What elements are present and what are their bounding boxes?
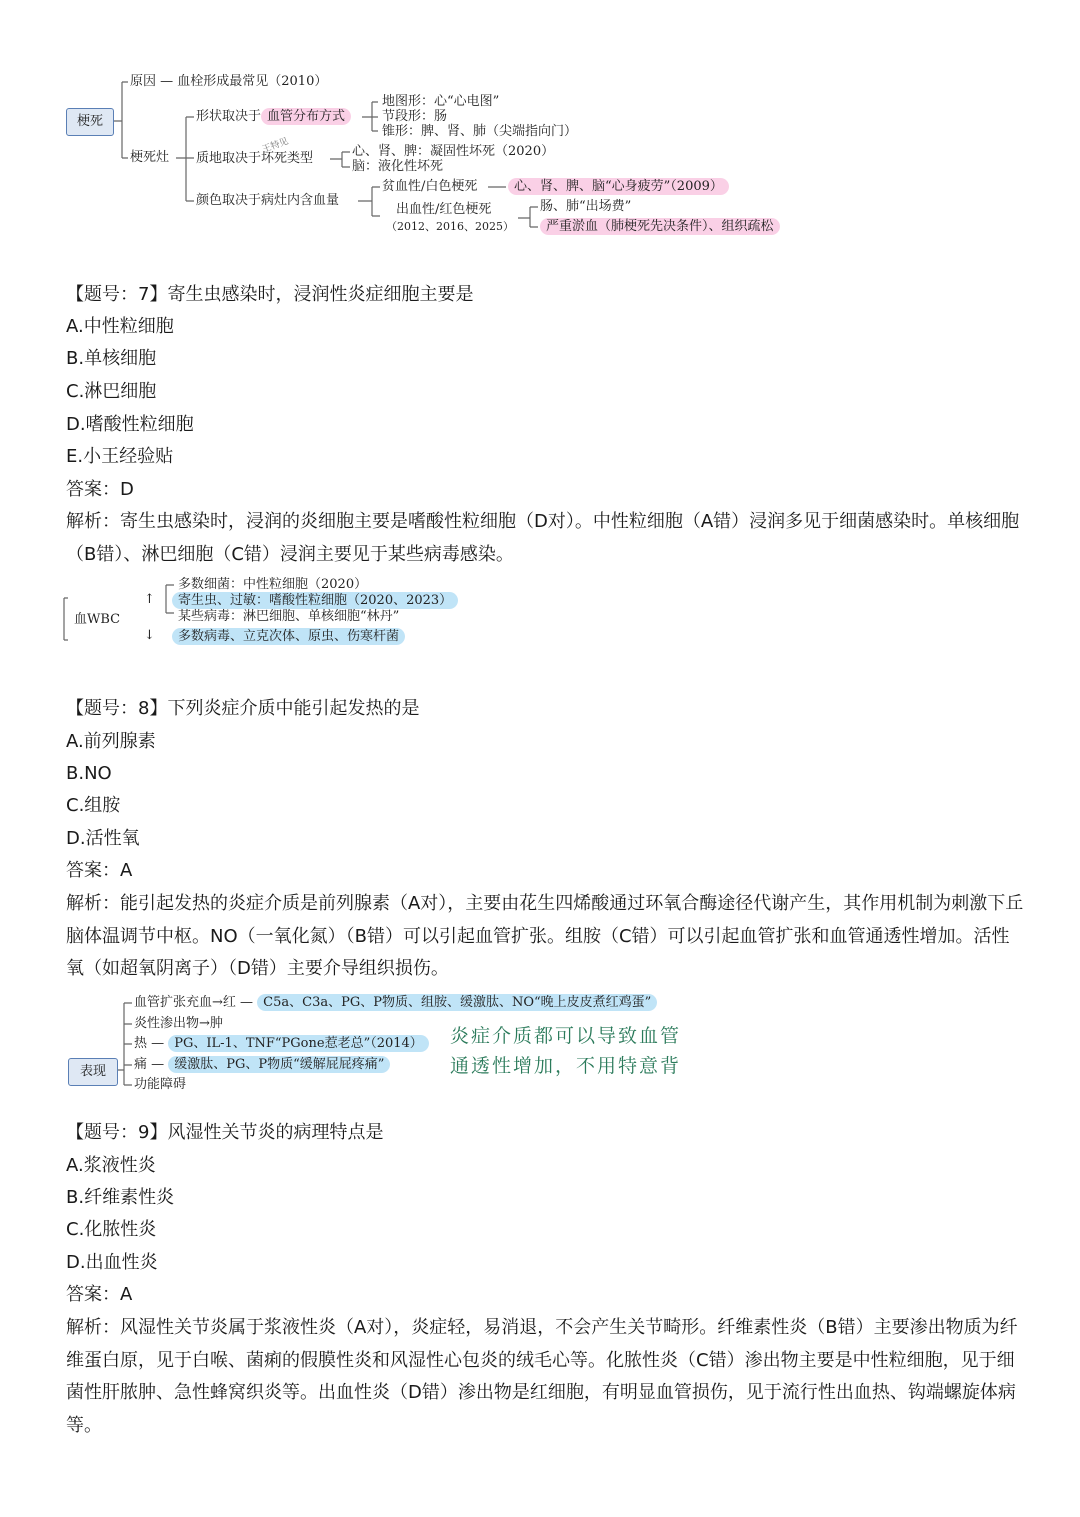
wbc-line-4-hl-text: 多数病毒、立克次体、原虫、伤寒杆菌	[172, 628, 405, 645]
infarct-shape-highlight: 血管分布方式	[261, 108, 351, 125]
q7-option-d: D.嗜酸性粒细胞	[66, 414, 194, 435]
infarct-color: 颜色取决于病灶内含血量	[196, 193, 340, 208]
infarct-texture-b: 脑：液化性坏死	[352, 159, 444, 174]
infarct-anemic: 贫血性/白色梗死	[382, 179, 478, 194]
signs-line-1-hl-text: C5a、C3a、PG、P物质、组胺、缓激肽、NO“晚上皮皮煮红鸡蛋”	[257, 994, 657, 1011]
signs-root-box: 表现	[68, 1058, 118, 1086]
signs-line-1	[134, 995, 657, 1011]
signs-line-4-hl-text: 缓激肽、PG、P物质“缓解屁屁疼痛”	[168, 1056, 390, 1073]
signs-line-5: 功能障碍	[134, 1077, 187, 1092]
infarct-handwritten-note: 王特见	[261, 136, 290, 156]
wbc-up-arrow: ↑	[144, 592, 155, 607]
signs-line-1-prefix: 血管扩张充血→红 —	[134, 995, 258, 1010]
wbc-line-1: 多数细菌：中性粒细胞（2020）	[178, 577, 368, 592]
q7-answer: 答案：D	[66, 479, 134, 500]
signs-line-3-hl-text: PG、IL-1、TNF“PGone惹老总”（2014）	[168, 1035, 429, 1052]
infarct-shape-c: 锥形：脾、肾、肺（尖端指向门）	[382, 124, 578, 139]
q7-option-e: E.小王经验贴	[66, 446, 174, 467]
q8-analysis: 解析：能引起发热的炎症介质是前列腺素（A对），主要由花生四烯酸通过环氧合酶途径代谢产生，其作用机制为刺激下丘脑体温调节中枢。NO（一氧化氮）（B错）可以引起血管扩张。组胺（C错）可以引起血管扩张和血管通透性增加。活性氧（如超氧阴离子）（D错）主要介导组织损伤。	[66, 893, 1024, 979]
infarct-root-box: 梗死	[66, 108, 114, 136]
q8-title: 【题号：8】下列炎症介质中能引起发热的是	[66, 698, 420, 719]
infarct-focus: 梗死灶	[130, 150, 170, 165]
signs-handwritten-note-2: 通透性增加，不用特意背	[450, 1055, 682, 1077]
q9-answer: 答案：A	[66, 1284, 133, 1305]
signs-line-4	[134, 1057, 390, 1073]
wbc-down-arrow: ↓	[144, 628, 155, 643]
infarct-shape-a: 地图形：心“心电图”	[382, 94, 500, 109]
q8-option-a: A.前列腺素	[66, 731, 156, 752]
q9-option-c: C.化脓性炎	[66, 1219, 157, 1240]
signs-handwritten-note-1: 炎症介质都可以导致血管	[450, 1025, 682, 1047]
q9-title: 【题号：9】风湿性关节炎的病理特点是	[66, 1122, 384, 1143]
wbc-line-2-hl-text: 寄生虫、过敏：嗜酸性粒细胞（2020、2023）	[172, 592, 458, 609]
infarct-texture: 质地取决于坏死类型	[196, 151, 314, 166]
infarct-hem-b-hl-text: 严重淤血（肺梗死先决条件）、组织疏松	[540, 218, 780, 235]
infarct-hemorrhagic-years: （2012、2016、2025）	[386, 220, 514, 233]
q9-analysis: 解析：风湿性关节炎属于浆液性炎（A对），炎症轻，易消退，不会产生关节畸形。纤维素性炎（B错）主要渗出物质为纤维蛋白原，见于白喉、菌痢的假膜性炎和风湿性心包炎的绒毛心等。化脓性炎（C错）渗出物主要是中性粒细胞，见于细菌性肝脓肿、急性蜂窝织炎等。出血性炎（D错）渗出物是红细胞，有明显血管损伤，见于流行性出血热、钩端螺旋体病等。	[66, 1317, 1018, 1436]
signs-line-2: 炎性渗出物→肿	[134, 1016, 223, 1031]
q9-option-a: A.浆液性炎	[66, 1155, 156, 1176]
q9-option-d: D.出血性炎	[66, 1252, 158, 1273]
q8-option-c: C.组胺	[66, 795, 121, 816]
signs-line-3	[134, 1036, 429, 1052]
q7-option-a: A.中性粒细胞	[66, 316, 174, 337]
infarct-shape-prefix: 形状取决于	[196, 109, 262, 124]
q8-answer: 答案：A	[66, 860, 133, 881]
q7-title: 【题号：7】寄生虫感染时，浸润性炎症细胞主要是	[66, 284, 474, 305]
infarct-hemorrhagic: 出血性/红色梗死	[396, 202, 492, 217]
signs-line-4-prefix: 痛 —	[134, 1057, 169, 1072]
q7-option-b: B.单核细胞	[66, 348, 157, 369]
infarct-anemic-hl-text: 心、肾、脾、脑“心身疲劳”（2009）	[508, 178, 729, 195]
infarct-hem-a: 肠、肺“出场费”	[540, 199, 632, 214]
infarct-cause: 原因 — 血栓形成最常见（2010）	[130, 74, 328, 89]
q7-option-c: C.淋巴细胞	[66, 381, 157, 402]
wbc-line-3: 某些病毒：淋巴细胞、单核细胞“林丹”	[178, 609, 400, 624]
q8-option-b: B.NO	[66, 763, 112, 784]
infarct-shape-b: 节段形：肠	[382, 109, 448, 124]
infarct-texture-a: 心、肾、脾：凝固性坏死（2020）	[352, 144, 555, 159]
wbc-root: 血WBC	[74, 612, 121, 627]
q7-analysis: 解析：寄生虫感染时，浸润的炎细胞主要是嗜酸性粒细胞（D对）。中性粒细胞（A错）浸润多见于细菌感染时。单核细胞（B错）、淋巴细胞（C错）浸润主要见于某些病毒感染。	[66, 511, 1020, 565]
signs-line-3-prefix: 热 —	[134, 1036, 169, 1051]
q9-option-b: B.纤维素性炎	[66, 1187, 175, 1208]
q8-option-d: D.活性氧	[66, 828, 140, 849]
